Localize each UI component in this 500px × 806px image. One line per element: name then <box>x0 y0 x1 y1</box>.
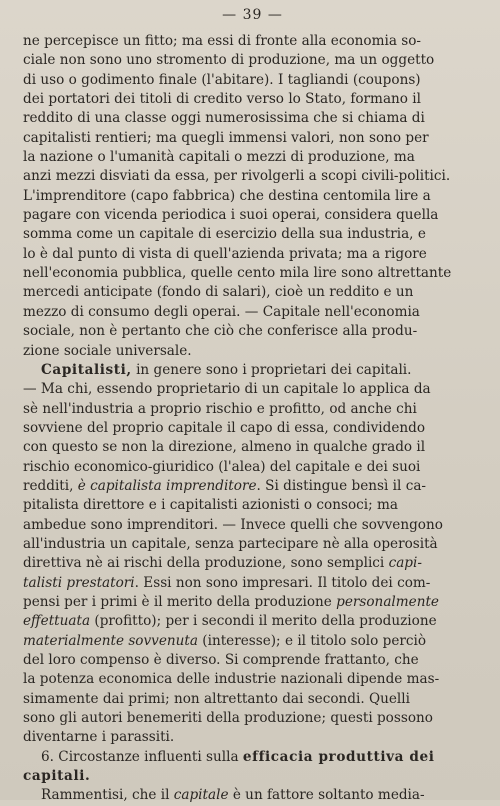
text-line <box>23 670 482 689</box>
text-run: diventarne i parassiti. <box>23 729 175 746</box>
text-run: — Ma chi, essendo proprietario di un capitale lo applica da <box>23 381 431 398</box>
text-line <box>23 283 482 302</box>
text-line <box>23 767 482 786</box>
text-line <box>23 419 482 438</box>
italic-term: talisti prestatori <box>23 574 135 591</box>
text-line <box>23 361 482 380</box>
bold-term: efficacia produttiva dei <box>242 748 435 765</box>
text-line <box>23 51 482 70</box>
text-line <box>23 148 482 167</box>
text-line <box>23 496 482 515</box>
text-run: lo è dal punto di vista di quell'azienda privata; ma a rigore <box>23 245 427 262</box>
text-line <box>23 709 482 728</box>
text-line <box>23 71 482 90</box>
text-line <box>23 593 482 612</box>
text-line <box>23 245 482 264</box>
text-run: capitalisti rentieri; ma quegli immensi valori, non sono per <box>23 129 429 146</box>
text-line <box>23 109 482 128</box>
text-line <box>23 458 482 477</box>
text-line <box>23 264 482 283</box>
text-run: (interesse); e il titolo solo perciò <box>197 632 427 649</box>
text-run: dei portatori dei titoli di credito verso lo Stato, formano il <box>23 91 422 108</box>
text-line <box>23 342 482 361</box>
text-run: direttiva nè ai rischi della produzione, sono semplici <box>23 555 389 572</box>
text-run: ciale non sono uno stromento di produzione, ma un oggetto <box>23 52 435 69</box>
text-run: rischio economico-giuridico (l'alea) del capitale e dei suoi <box>23 458 421 475</box>
text-run: . Essi non sono impresari. Il titolo dei com- <box>134 574 431 591</box>
text-line <box>23 225 482 244</box>
text-line <box>23 32 482 51</box>
text-line <box>23 400 482 419</box>
text-line <box>23 380 482 399</box>
text-run: simamente dai primi; non altrettanto dai secondi. Quelli <box>23 690 410 707</box>
text-line <box>23 516 482 535</box>
text-line <box>23 206 482 225</box>
text-run: (profitto); per i secondi il merito della produzione <box>90 613 437 630</box>
text-run: la nazione o l'umanità capitali o mezzi di produzione, ma <box>23 149 415 166</box>
text-run: 6. Circostanze influenti sulla <box>41 748 243 765</box>
italic-term: materialmente sovvenuta <box>23 632 198 649</box>
text-run: pensi per i primi è il merito della produzione <box>23 593 337 610</box>
text-run: nell'economia pubblica, quelle cento mila lire sono altrettante <box>23 265 452 282</box>
text-line <box>23 632 482 651</box>
italic-term: è capitalista imprenditore <box>77 477 257 494</box>
page-body <box>23 32 482 806</box>
text-line <box>23 477 482 496</box>
text-line <box>23 303 482 322</box>
paragraph <box>23 748 482 787</box>
paragraph <box>23 32 482 361</box>
text-line <box>23 554 482 573</box>
text-run: L'imprenditore (capo fabbrica) che destina centomila lire a <box>23 187 431 204</box>
text-run: reddito di una classe oggi numerosissima che si chiama di <box>23 110 425 127</box>
text-line <box>23 612 482 631</box>
text-line <box>23 322 482 341</box>
text-run: . Si distingue bensì il ca- <box>256 477 427 494</box>
text-line <box>23 90 482 109</box>
italic-term: capitale <box>173 787 229 804</box>
text-run: in genere sono i proprietari dei capitali. <box>131 361 412 378</box>
text-line <box>23 786 482 805</box>
text-run: zione sociale universale. <box>23 342 192 359</box>
bold-term: capitali. <box>23 768 91 785</box>
text-run: sè nell'industria a proprio rischio e profitto, od anche chi <box>23 400 417 417</box>
text-run: con questo se non la direzione, almeno in qualche grado il <box>23 439 426 456</box>
text-run: è un fattore soltanto media- <box>228 787 425 804</box>
text-line <box>23 535 482 554</box>
text-run: mezzo di consumo degli operai. — Capitale nell'economia <box>23 303 420 320</box>
text-run: pagare con vicenda periodica i suoi operai, considera quella <box>23 207 439 224</box>
text-line <box>23 574 482 593</box>
page-number: — 39 — <box>222 7 283 23</box>
text-run: pitalista direttore e i capitalisti azionisti o consoci; ma <box>23 497 398 514</box>
text-line <box>23 129 482 148</box>
text-run: mercedi anticipate (fondo di salari), cioè un reddito e un <box>23 284 414 301</box>
text-run: all'industria un capitale, senza partecipare nè alla operosità <box>23 535 438 552</box>
text-run: anzi mezzi disviati da essa, per rivolgerli a scopi civili-politici. <box>23 168 451 185</box>
italic-term: personalmente <box>336 593 439 610</box>
text-run: ne percepisce un fitto; ma essi di fronte alla economia so- <box>23 33 422 49</box>
text-line <box>23 748 482 767</box>
text-run: sono gli autori benemeriti della produzione; questi possono <box>23 710 433 727</box>
italic-term: effettuata <box>23 613 91 630</box>
bold-term: Capitalisti, <box>41 361 132 378</box>
text-run: Rammentisi, che il <box>41 787 174 804</box>
text-line <box>23 728 482 747</box>
text-run: la potenza economica delle industrie nazionali dipende mas- <box>23 671 440 688</box>
text-line <box>23 651 482 670</box>
paragraph <box>23 361 482 748</box>
italic-term: capi- <box>388 555 422 572</box>
text-line <box>23 438 482 457</box>
text-run: sovviene del proprio capitale il capo di essa, condividendo <box>23 419 426 436</box>
paragraph <box>23 786 482 805</box>
text-run: redditi, <box>23 477 78 494</box>
text-run: di uso o godimento finale (l'abitare). I tagliandi (coupons) <box>23 71 421 88</box>
text-line <box>23 690 482 709</box>
text-run: somma come un capitale di esercizio della sua industria, e <box>23 226 426 243</box>
text-run: sociale, non è pertanto che ciò che conferisce alla produ- <box>23 323 418 340</box>
text-run: del loro compenso è diverso. Si comprende frattanto, che <box>23 652 419 668</box>
text-line <box>23 167 482 186</box>
text-run: ambedue sono imprenditori. — Invece quelli che sovvengono <box>23 516 443 533</box>
text-line <box>23 187 482 206</box>
